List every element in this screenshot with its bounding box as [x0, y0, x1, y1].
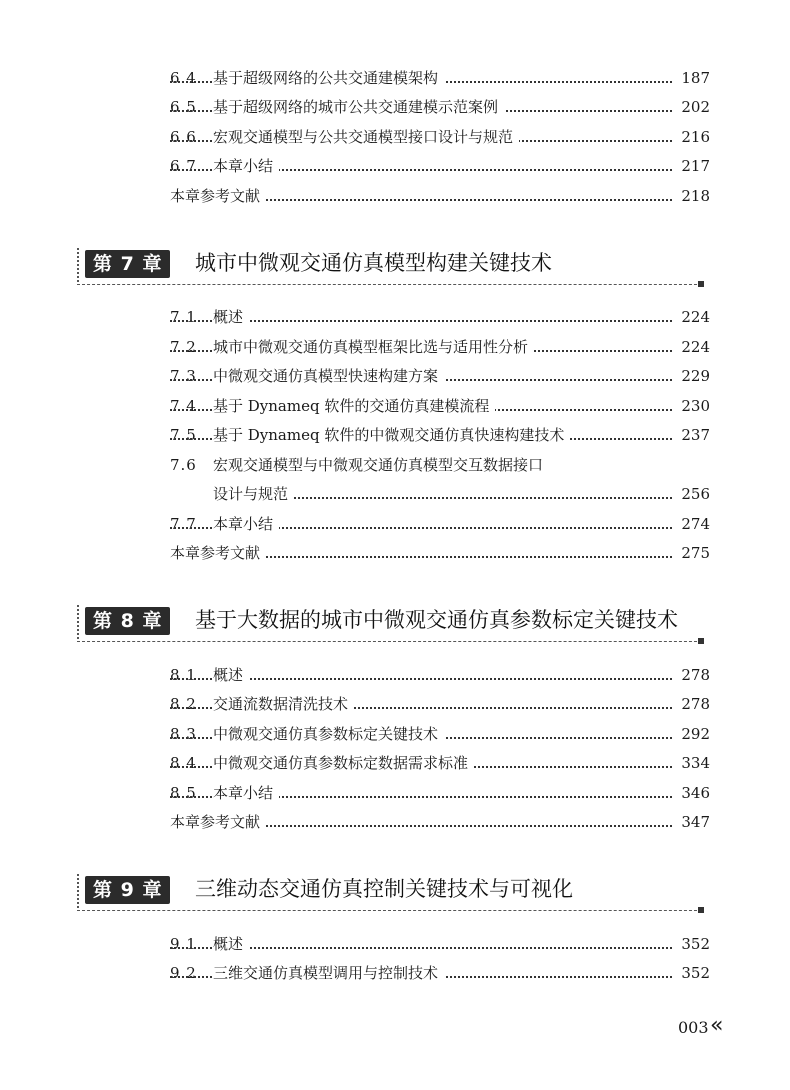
heading-endmark [698, 907, 704, 913]
page-number: 346 [676, 781, 710, 805]
chapter-title: 城市中微观交通仿真模型构建关键技术 [195, 251, 552, 275]
section-title: 本章小结 [213, 512, 279, 536]
toc-entry[interactable] [0, 512, 790, 536]
heading-bar [77, 874, 82, 908]
heading-bar [77, 248, 82, 282]
page-number: 278 [676, 692, 710, 716]
page-number: 352 [676, 961, 710, 985]
page-number: 229 [676, 364, 710, 388]
page-footer [640, 1013, 740, 1040]
toc-entry-references[interactable] [0, 810, 790, 834]
toc-entry[interactable] [0, 961, 790, 985]
page-number: 202 [676, 95, 710, 119]
section-number: 8.3 [170, 725, 197, 743]
section-title: 本章小结 [213, 781, 279, 805]
section-title: 中微观交通仿真参数标定关键技术 [213, 722, 444, 746]
section-title: 中微观交通仿真模型快速构建方案 [213, 364, 444, 388]
section-number: 6.7 [170, 157, 197, 175]
section-title: 本章小结 [213, 154, 279, 178]
chapter-heading[interactable] [77, 246, 702, 286]
section-title-continued: 设计与规范 [213, 482, 294, 506]
section-number: 6.5 [170, 98, 197, 116]
section-title: 基于超级网络的城市公共交通建模示范案例 [213, 95, 504, 119]
section-title: 基于超级网络的公共交通建模架构 [213, 66, 444, 90]
heading-underline [77, 910, 702, 911]
toc-entry-references[interactable] [0, 184, 790, 208]
section-title: 中微观交通仿真参数标定数据需求标准 [213, 751, 474, 775]
section-number: 8.2 [170, 695, 197, 713]
references-title: 本章参考文献 [170, 810, 266, 834]
heading-endmark [698, 638, 704, 644]
toc-entry[interactable] [0, 394, 790, 418]
toc-entry[interactable] [0, 781, 790, 805]
section-number: 9.1 [170, 935, 197, 953]
section-title: 城市中微观交通仿真模型框架比选与适用性分析 [213, 335, 534, 359]
page-number: 187 [676, 66, 710, 90]
page-number: 334 [676, 751, 710, 775]
section-number: 8.5 [170, 784, 197, 802]
toc-entry[interactable] [0, 751, 790, 775]
toc-entry-multiline[interactable] [0, 453, 790, 477]
chapter-title: 三维动态交通仿真控制关键技术与可视化 [195, 877, 573, 901]
chapter-heading[interactable] [77, 872, 702, 912]
page-number: 256 [676, 482, 710, 506]
page-number: 278 [676, 663, 710, 687]
page-number: 224 [676, 305, 710, 329]
toc-entry[interactable] [0, 722, 790, 746]
chapter-badge: 第 9 章 [85, 876, 170, 904]
page-number: 292 [676, 722, 710, 746]
section-number: 7.5 [170, 426, 197, 444]
toc-entry[interactable] [0, 364, 790, 388]
toc-entry[interactable] [0, 932, 790, 956]
chapter-heading[interactable] [77, 603, 702, 643]
toc-entry-references[interactable] [0, 541, 790, 565]
section-number: 8.1 [170, 666, 197, 684]
references-title: 本章参考文献 [170, 541, 266, 565]
heading-bar [77, 605, 82, 639]
section-title: 基于 Dynameq 软件的中微观交通仿真快速构建技术 [213, 423, 570, 447]
toc-entry[interactable] [0, 335, 790, 359]
page-number: 352 [676, 932, 710, 956]
chapter-title: 基于大数据的城市中微观交通仿真参数标定关键技术 [195, 608, 678, 632]
toc-entry[interactable] [0, 125, 790, 149]
toc-entry[interactable] [0, 154, 790, 178]
section-title: 宏观交通模型与公共交通模型接口设计与规范 [213, 125, 519, 149]
footer-page-number: 003 [678, 1018, 709, 1037]
toc-entry[interactable] [0, 692, 790, 716]
section-title: 概述 [213, 663, 249, 687]
page-number: 275 [676, 541, 710, 565]
heading-underline [77, 284, 702, 285]
section-title: 宏观交通模型与中微观交通仿真模型交互数据接口 [213, 453, 549, 477]
page-number: 274 [676, 512, 710, 536]
heading-underline [77, 641, 702, 642]
double-chevron-icon: « [710, 1013, 724, 1038]
chapter-badge: 第 7 章 [85, 250, 170, 278]
section-number: 6.4 [170, 69, 197, 87]
section-title: 交通流数据清洗技术 [213, 692, 354, 716]
section-number: 6.6 [170, 128, 197, 146]
section-title: 概述 [213, 305, 249, 329]
toc-entry[interactable] [0, 305, 790, 329]
page-number: 237 [676, 423, 710, 447]
section-title: 三维交通仿真模型调用与控制技术 [213, 961, 444, 985]
section-number: 7.2 [170, 338, 197, 356]
page-number: 230 [676, 394, 710, 418]
page-number: 216 [676, 125, 710, 149]
page-number: 347 [676, 810, 710, 834]
section-number: 7.4 [170, 397, 197, 415]
section-number: 7.7 [170, 515, 197, 533]
section-number: 7.6 [170, 456, 197, 474]
page-number: 224 [676, 335, 710, 359]
section-number: 8.4 [170, 754, 197, 772]
toc-entry[interactable] [0, 663, 790, 687]
page-number: 217 [676, 154, 710, 178]
heading-endmark [698, 281, 704, 287]
section-number: 7.3 [170, 367, 197, 385]
toc-entry[interactable] [0, 95, 790, 119]
section-title: 基于 Dynameq 软件的交通仿真建模流程 [213, 394, 495, 418]
section-title: 概述 [213, 932, 249, 956]
toc-entry[interactable] [0, 66, 790, 90]
toc-entry-continuation[interactable] [0, 482, 790, 506]
chapter-badge: 第 8 章 [85, 607, 170, 635]
page-number: 218 [676, 184, 710, 208]
references-title: 本章参考文献 [170, 184, 266, 208]
section-number: 9.2 [170, 964, 197, 982]
section-number: 7.1 [170, 308, 197, 326]
toc-entry[interactable] [0, 423, 790, 447]
